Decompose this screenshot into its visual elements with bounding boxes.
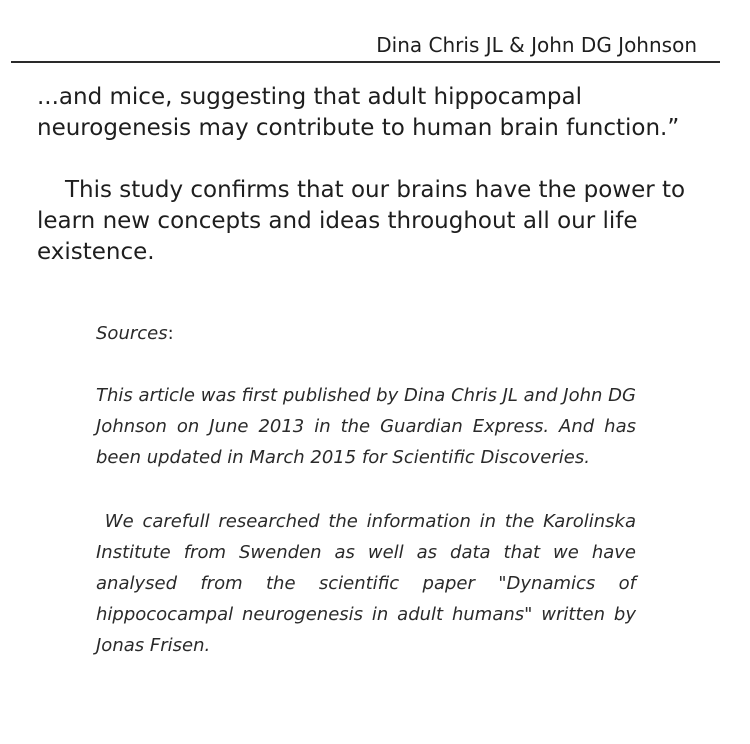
body-paragraph-1: ...and mice, suggesting that adult hippocampal neurogenesis may contribute to human brain function.”	[37, 84, 680, 141]
sources-heading	[96, 318, 636, 349]
header-divider	[11, 61, 720, 63]
running-header: Dina Chris JL & John DG Johnson	[376, 33, 697, 57]
sources-note-2: We carefull researched the information in the Karolinska Institute from Swenden as well as data that we have analysed from the scientific paper "Dynamics of hippococampal neurogenesis in adult humans" written by Jonas Frisen.	[96, 511, 642, 656]
body-paragraph-2: This study confirms that our brains have the power to learn new concepts and ideas throughout all our life existence.	[37, 177, 686, 265]
sources-note-1: This article was first published by Dina Chris JL and John DG Johnson on June 2013 in the Guardian Express. And has been updated in March 2015 for Scientific Discoveries.	[96, 385, 636, 468]
sources-heading-colon: :	[167, 323, 174, 344]
sources-heading-label: Sources	[96, 323, 168, 344]
